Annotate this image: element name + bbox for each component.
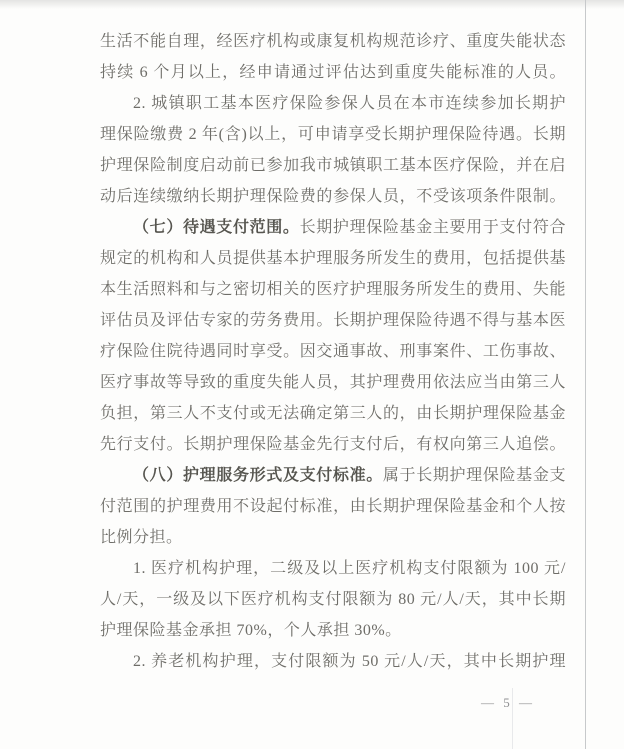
page-number-footer: — 5 — xyxy=(481,695,535,710)
text-line xyxy=(100,460,566,491)
body-text: 负担，第三人不支付或无法确定第三人的，由长期护理保险基金 xyxy=(100,405,566,422)
document-text-block xyxy=(100,26,566,677)
body-text: 先行支付。长期护理保险基金先行支付后，有权向第三人追偿。 xyxy=(100,436,566,453)
body-text: 属于长期护理保险基金支 xyxy=(382,467,566,484)
body-text: 护理保险制度启动前已参加我市城镇职工基本医疗保险，并在启 xyxy=(100,157,566,174)
body-text: 付范围的护理费用不设起付标准，由长期护理保险基金和个人按 xyxy=(100,498,566,515)
body-text: 动后连续缴纳长期护理保险费的参保人员，不受该项条件限制。 xyxy=(100,188,566,205)
body-text: 理保险缴费 2 年(含)以上，可申请享受长期护理保险待遇。长期 xyxy=(100,126,566,143)
scan-paper-edge-line xyxy=(585,0,586,749)
text-line xyxy=(100,367,566,398)
text-line xyxy=(100,274,566,305)
scan-top-shade xyxy=(0,0,624,9)
text-line xyxy=(100,522,566,553)
body-text: 疗保险住院待遇同时享受。因交通事故、刑事案件、工伤事故、 xyxy=(100,343,566,360)
text-line xyxy=(100,305,566,336)
body-text: 2. 养老机构护理，支付限额为 50 元/人/天，其中长期护理 xyxy=(133,653,566,670)
text-line xyxy=(100,615,566,646)
body-text: 护理保险基金承担 70%，个人承担 30%。 xyxy=(100,622,402,639)
text-line xyxy=(100,88,566,119)
section-heading-text: （七）待遇支付范围。 xyxy=(133,219,300,236)
body-text: 2. 城镇职工基本医疗保险参保人员在本市连续参加长期护 xyxy=(133,95,566,112)
text-line xyxy=(100,553,566,584)
text-line xyxy=(100,212,566,243)
section-heading-text: （八）护理服务形式及支付标准。 xyxy=(133,467,383,484)
body-text: 人/天，一级及以下医疗机构支付限额为 80 元/人/天，其中长期 xyxy=(100,591,566,608)
body-text: 1. 医疗机构护理，二级及以上医疗机构支付限额为 100 元/ xyxy=(133,560,566,577)
body-text: 持续 6 个月以上，经申请通过评估达到重度失能标准的人员。 xyxy=(100,64,566,81)
text-line xyxy=(100,26,566,57)
body-text: 本生活照料和与之密切相关的医疗护理服务所发生的费用、失能 xyxy=(100,281,566,298)
text-line xyxy=(100,429,566,460)
body-text: 评估员及评估专家的劳务费用。长期护理保险待遇不得与基本医 xyxy=(100,312,566,329)
body-text: 比例分担。 xyxy=(100,529,183,546)
text-line xyxy=(100,491,566,522)
text-line xyxy=(100,150,566,181)
text-line xyxy=(100,584,566,615)
body-text: 长期护理保险基金主要用于支付符合 xyxy=(299,219,566,236)
body-text: 医疗事故等导致的重度失能人员，其护理费用依法应当由第三人 xyxy=(100,374,566,391)
text-line xyxy=(100,119,566,150)
body-text: 规定的机构和人员提供基本护理服务所发生的费用，包括提供基 xyxy=(100,250,566,267)
text-line xyxy=(100,57,566,88)
body-text: 生活不能自理，经医疗机构或康复机构规范诊疗、重度失能状态 xyxy=(100,33,566,50)
text-line xyxy=(100,646,566,677)
text-line xyxy=(100,181,566,212)
text-line xyxy=(100,336,566,367)
text-line xyxy=(100,243,566,274)
text-line xyxy=(100,398,566,429)
